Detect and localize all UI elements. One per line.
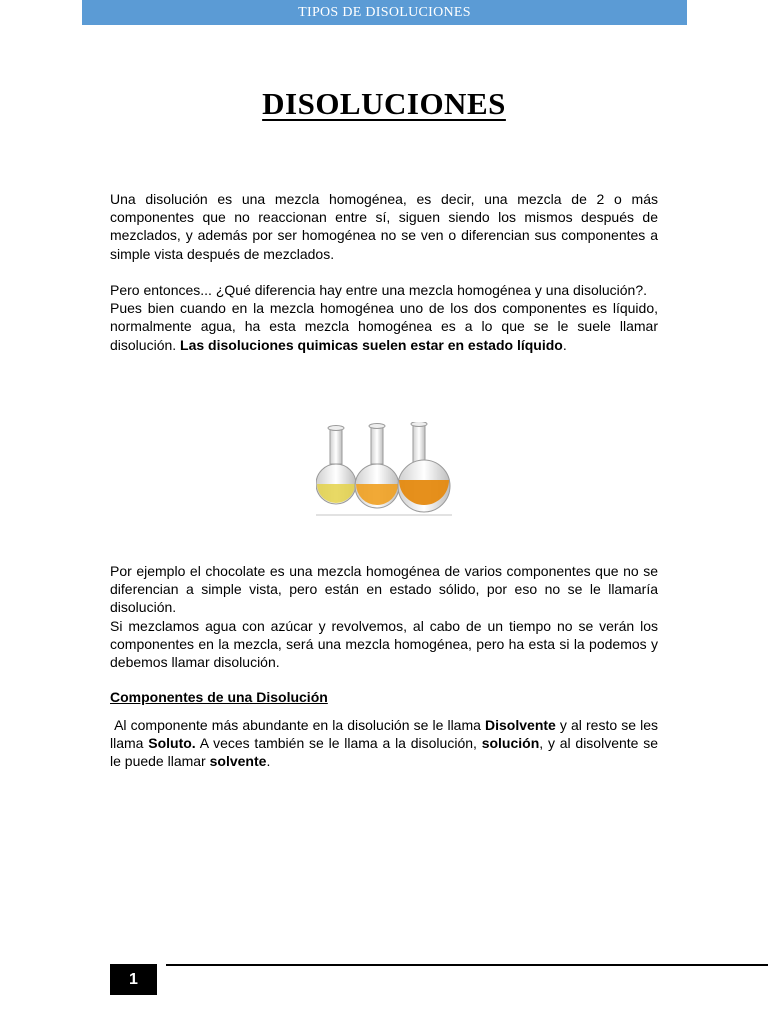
flasks-image bbox=[316, 422, 452, 517]
components-text-c: y al resto se les llama bbox=[110, 717, 658, 752]
components-text-e: A veces también se le llama a la disolución, bbox=[199, 735, 477, 752]
sugar-example-text: Si mezclamos agua con azúcar y revolvemos, al cabo de un tiempo no se verán los componentes en la mezcla, será una mezcla homogénea, pero ha esta si la podemos y debemos llamar disolución. bbox=[110, 617, 658, 671]
solucion-term: solución bbox=[481, 735, 540, 752]
section-heading: Componentes de una Disolución bbox=[110, 689, 328, 705]
solvente-term: solvente bbox=[209, 753, 267, 770]
disolvente-term: Disolvente bbox=[485, 717, 556, 733]
components-paragraph bbox=[110, 716, 658, 771]
intro-text: Una disolución es una mezcla homogénea, es decir, una mezcla de 2 o más componentes que no reaccionan entre sí, siguen siendo los mismos después de mezclados, y además por ser homogénea no se ven o diferencian sus componentes a simple vista después de mezclados. bbox=[110, 191, 658, 262]
flask-left bbox=[316, 426, 356, 505]
running-header: TIPOS DE DISOLUCIONES bbox=[82, 0, 687, 25]
example-text: Por ejemplo el chocolate es una mezcla homogénea de varios componentes que no se diferencian a simple vista, pero están en estado sólido, por eso no se le llamaría disolución. bbox=[110, 563, 658, 616]
footer-rule bbox=[166, 964, 768, 966]
components-text-end: . bbox=[266, 753, 271, 770]
flask-middle bbox=[355, 424, 399, 509]
answer-end: . bbox=[562, 336, 567, 353]
components-text-g: , y al disolvente se le puede llamar bbox=[110, 735, 659, 770]
page-title bbox=[0, 86, 768, 122]
question-text: Pero entonces... ¿Qué diferencia hay entre una mezcla homogénea y una disolución?. bbox=[110, 282, 647, 298]
answer-bold-text: Las disoluciones quimicas suelen estar en estado líquido bbox=[180, 336, 563, 353]
flask-right bbox=[398, 422, 450, 512]
components-text-a: Al componente más abundante en la disolución se le llama bbox=[114, 717, 481, 733]
answer-text: Pues bien cuando en la mezcla homogénea uno de los dos componentes es líquido, normalmente agua, ha esta mezcla homogénea es a lo que se le suele llamar disolución. bbox=[110, 300, 658, 353]
page-title-text: DISOLUCIONES bbox=[262, 86, 506, 121]
page-number: 1 bbox=[110, 964, 157, 995]
intro-paragraph bbox=[110, 190, 658, 263]
example-paragraph bbox=[110, 562, 658, 671]
soluto-term: Soluto. bbox=[148, 735, 196, 752]
question-paragraph bbox=[110, 281, 658, 354]
